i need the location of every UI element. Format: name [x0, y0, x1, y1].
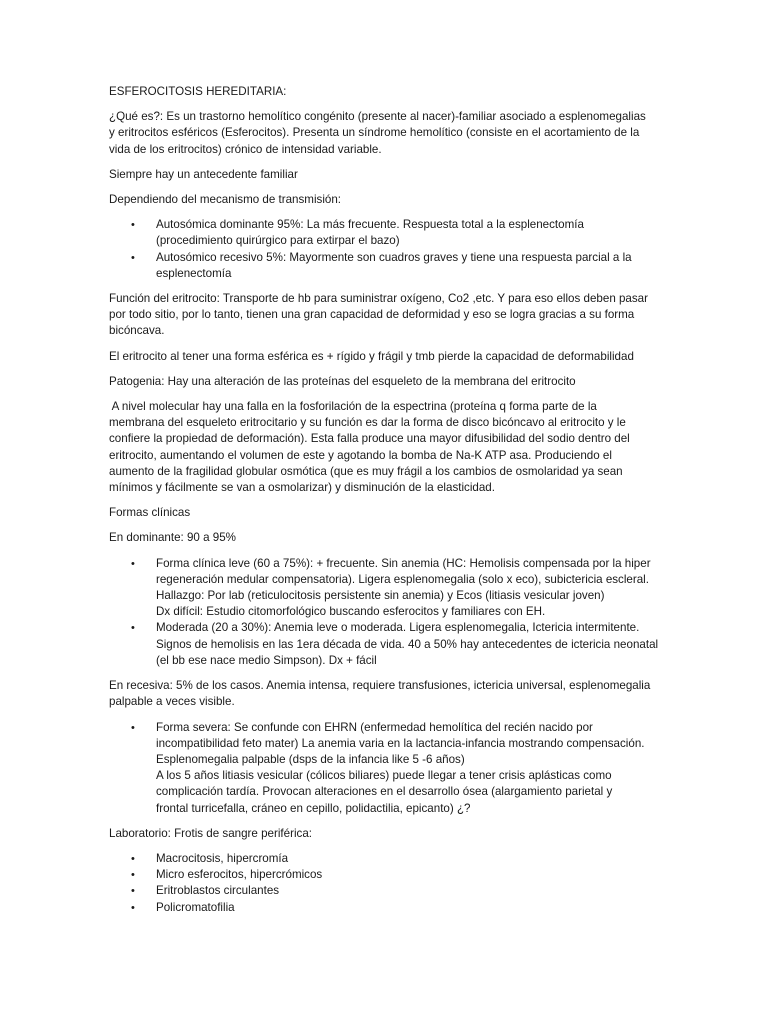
list-item-line: Policromatofilia: [156, 900, 235, 914]
text-line: Laboratorio: Frotis de sangre periférica:: [109, 826, 312, 840]
list-item-line: Signos de hemolisis en las 1era década de vida. 40 a 50% hay antecedentes de ictericia neonatal: [156, 637, 659, 651]
text-line: Dependiendo del mecanismo de transmisión:: [109, 193, 342, 207]
list-item-line: frontal turricefalla, cráneo en cepillo, polidactilia, epicanto) ¿?: [156, 801, 471, 815]
bullet-list: [109, 217, 661, 282]
bullet-list: [109, 556, 661, 669]
list-item-line: Hallazgo: Por lab (reticulocitosis persistente sin anemia) y Ecos (litiasis vesicular joven): [156, 589, 605, 603]
list-item-line: Forma severa: Se confunde con EHRN (enfermedad hemolítica del recién nacido por: [156, 720, 593, 734]
list-item-line: Autosómica dominante 95%: La más frecuente. Respuesta total a la esplenectomía: [156, 218, 584, 232]
bullet-icon: •: [131, 901, 135, 914]
list-item: [109, 883, 661, 899]
text-line: A nivel molecular hay una falla en la fosforilación de la espectrina (proteína q forma parte de la: [109, 400, 597, 414]
bullet-icon: •: [131, 251, 135, 264]
paragraph: [109, 192, 661, 208]
bullet-list: [109, 851, 661, 916]
text-line: Siempre hay un antecedente familiar: [109, 167, 298, 181]
text-line: eritrocito, aumentando el volumen de este y agotando la bomba de Na-K ATP asa. Produciendo el: [109, 448, 612, 462]
list-item: [109, 620, 661, 669]
list-item-line: Dx difícil: Estudio citomorfológico buscando esferocitos y familiares con EH.: [156, 605, 546, 619]
text-line: membrana del esqueleto eritrocitario y su función es dar la forma de disco bicóncavo al eritrocito y le: [109, 416, 626, 430]
paragraph: [109, 505, 661, 521]
paragraph: [109, 678, 661, 710]
list-item-line: Eritroblastos circulantes: [156, 884, 280, 898]
text-line: Función del eritrocito: Transporte de hb para suministrar oxígeno, Co2 ,etc. Y para eso ellos deben pasar: [109, 292, 648, 306]
text-line: En recesiva: 5% de los casos. Anemia intensa, requiere transfusiones, ictericia universal, esplenomegalia: [109, 679, 651, 693]
text-line: mínimos y fácilmente se van a osmolarizar) y disminución de la elasticidad.: [109, 481, 495, 495]
text-line: El eritrocito al tener una forma esférica es + rígido y frágil y tmb pierde la capacidad de deformabilidad: [109, 349, 634, 363]
paragraph: [109, 826, 661, 842]
paragraph: [109, 109, 661, 158]
list-item-line: Forma clínica leve (60 a 75%): + frecuente. Sin anemia (HC: Hemolisis compensada por la hiper: [156, 556, 651, 570]
bullet-icon: •: [131, 885, 135, 898]
list-item-line: Moderada (20 a 30%): Anemia leve o moderada. Ligera esplenomegalia, Ictericia intermitente.: [156, 621, 640, 635]
document-page: [109, 84, 661, 925]
list-item-line: (el bb ese nace medio Simpson). Dx + fácil: [156, 653, 377, 667]
text-line: Formas clínicas: [109, 506, 191, 520]
paragraph: [109, 374, 661, 390]
list-item-line: Esplenomegalia palpable (dsps de la infancia like 5 -6 años): [156, 752, 465, 766]
text-line: aumento de la fragilidad globular osmótica (que es muy frágil a los cambios de osmolaridad ya sean: [109, 464, 623, 478]
text-line: por todo sitio, por lo tanto, tienen una gran capacidad de deformidad y eso se logra gracias a su forma: [109, 308, 635, 322]
paragraph: [109, 167, 661, 183]
paragraph: [109, 530, 661, 546]
list-item-line: regeneración medular compensatoria). Ligera esplenomegalia (solo x eco), subictericia escleral.: [156, 572, 649, 586]
bullet-icon: •: [131, 622, 135, 635]
list-item: [109, 851, 661, 867]
list-item: [109, 867, 661, 883]
bullet-icon: •: [131, 219, 135, 232]
list-item: [109, 250, 661, 282]
list-item-line: esplenectomía: [156, 266, 232, 280]
list-item: [109, 900, 661, 916]
document-body: [109, 109, 661, 916]
paragraph: [109, 291, 661, 340]
list-item-line: A los 5 años litiasis vesicular (cólicos biliares) puede llegar a tener crisis aplásticas como: [156, 769, 612, 783]
bullet-icon: •: [131, 557, 135, 570]
list-item-line: complicación tardía. Provocan alteraciones en el desarrollo ósea (alargamiento parietal y: [156, 785, 613, 799]
bullet-icon: •: [131, 721, 135, 734]
bullet-list: [109, 720, 661, 817]
paragraph: [109, 349, 661, 365]
text-line: y eritrocitos esféricos (Esferocitos). Presenta un síndrome hemolítico (consiste en el acortamiento de la: [109, 126, 640, 140]
list-item: [109, 217, 661, 249]
text-line: vida de los eritrocitos) crónico de intensidad variable.: [109, 142, 382, 156]
paragraph: [109, 399, 661, 496]
text-line: Patogenia: Hay una alteración de las proteínas del esqueleto de la membrana del eritrocito: [109, 374, 576, 388]
list-item: [109, 556, 661, 621]
list-item: [109, 720, 661, 817]
list-item-line: Micro esferocitos, hipercrómicos: [156, 868, 323, 882]
bullet-icon: •: [131, 852, 135, 865]
list-item-line: incompatibilidad feto mater) La anemia varia en la lactancia-infancia mostrando compensación.: [156, 736, 645, 750]
text-line: confiere la propiedad de deformación). Esta falla produce una mayor difusibilidad del sodio dentro del: [109, 432, 630, 446]
text-line: ¿Qué es?: Es un trastorno hemolítico congénito (presente al nacer)-familiar asociado a esplenomegalias: [109, 110, 646, 124]
bullet-icon: •: [131, 869, 135, 882]
text-line: bicóncava.: [109, 324, 165, 338]
text-line: En dominante: 90 a 95%: [109, 531, 236, 545]
document-title: ESFEROCITOSIS HEREDITARIA:: [109, 85, 287, 98]
list-item-line: Autosómico recesivo 5%: Mayormente son cuadros graves y tiene una respuesta parcial a la: [156, 250, 632, 264]
text-line: palpable a veces visible.: [109, 695, 235, 709]
list-item-line: (procedimiento quirúrgico para extirpar el bazo): [156, 234, 400, 248]
list-item-line: Macrocitosis, hipercromía: [156, 851, 289, 865]
